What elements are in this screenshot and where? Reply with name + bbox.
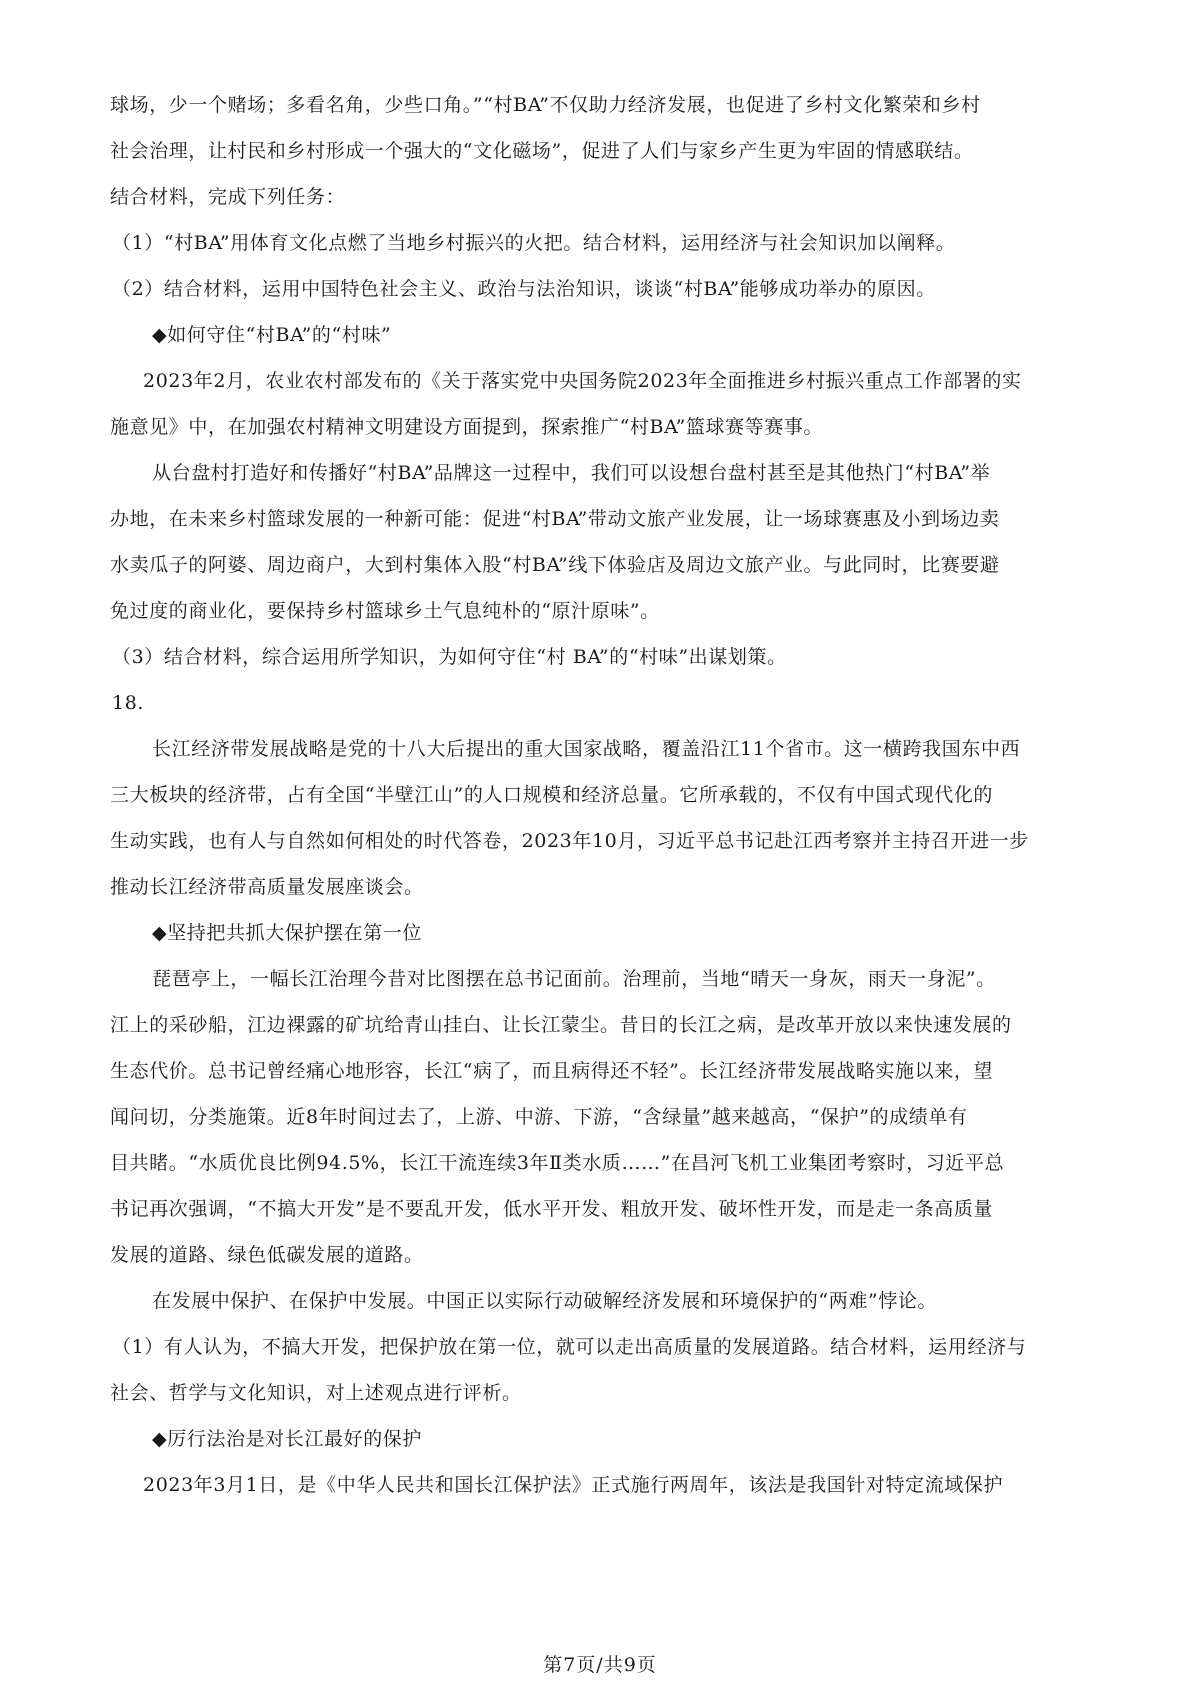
question-number: 18. bbox=[112, 692, 145, 714]
paragraph-line: 施意见》中，在加强农村精神文明建设方面提到，探索推广“村BA”篮球赛等赛事。 bbox=[110, 416, 824, 438]
paragraph-line: 结合材料，完成下列任务： bbox=[110, 186, 346, 208]
question-3: （3）结合材料，综合运用所学知识，为如何守住“村 BA”的“村味”出谋划策。 bbox=[112, 646, 787, 668]
paragraph-line: 2023年3月1日，是《中华人民共和国长江保护法》正式施行两周年，该法是我国针对特定流域保护 bbox=[143, 1474, 1004, 1496]
question-2: （2）结合材料，运用中国特色社会主义、政治与法治知识，谈谈“村BA”能够成功举办的原因。 bbox=[112, 278, 936, 300]
paragraph-line: 三大板块的经济带，占有全国“半壁江山”的人口规模和经济总量。它所承载的，不仅有中国式现代化的 bbox=[110, 784, 994, 806]
paragraph-line: 琵琶亭上，一幅长江治理今昔对比图摆在总书记面前。治理前，当地“晴天一身灰，雨天一身泥”。 bbox=[152, 968, 996, 990]
page-footer: 第7页/共9页 bbox=[543, 1654, 657, 1676]
paragraph-line: 从台盘村打造好和传播好“村BA”品牌这一过程中，我们可以设想台盘村甚至是其他热门“村BA”举 bbox=[152, 462, 991, 484]
paragraph-line: 社会治理，让村民和乡村形成一个强大的“文化磁场”，促进了人们与家乡产生更为牢固的情感联结。 bbox=[110, 140, 974, 162]
paragraph-line: 目共睹。“水质优良比例94.5%，长江干流连续3年Ⅱ类水质……”在昌河飞机工业集团考察时，习近平总 bbox=[110, 1152, 1005, 1174]
paragraph-line: 免过度的商业化，要保持乡村篮球乡土气息纯朴的“原汁原味”。 bbox=[110, 600, 660, 622]
paragraph-line: 社会、哲学与文化知识，对上述观点进行评析。 bbox=[110, 1382, 522, 1404]
question-1: （1）“村BA”用体育文化点燃了当地乡村振兴的火把。结合材料，运用经济与社会知识加以阐释。 bbox=[112, 232, 956, 254]
question-1: （1）有人认为，不搞大开发，把保护放在第一位，就可以走出高质量的发展道路。结合材料，运用经济与 bbox=[112, 1336, 1027, 1358]
paragraph-line: 在发展中保护、在保护中发展。中国正以实际行动破解经济发展和环境保护的“两难”悖论。 bbox=[152, 1290, 938, 1312]
section-heading: ◆坚持把共抓大保护摆在第一位 bbox=[152, 922, 423, 944]
paragraph-line: 生态代价。总书记曾经痛心地形容，长江“病了，而且病得还不轻”。长江经济带发展战略实施以来，望 bbox=[110, 1060, 994, 1082]
paragraph-line: 2023年2月，农业农村部发布的《关于落实党中央国务院2023年全面推进乡村振兴重点工作部署的实 bbox=[143, 370, 1022, 392]
paragraph-line: 闻问切，分类施策。近8年时间过去了，上游、中游、下游，“含绿量”越来越高，“保护”的成绩单有 bbox=[110, 1106, 968, 1128]
paragraph-line: 江上的采砂船，江边裸露的矿坑给青山挂白、让长江蒙尘。昔日的长江之病，是改革开放以来快速发展的 bbox=[110, 1014, 1012, 1036]
paragraph-line: 发展的道路、绿色低碳发展的道路。 bbox=[110, 1244, 424, 1266]
paragraph-line: 推动长江经济带高质量发展座谈会。 bbox=[110, 876, 424, 898]
section-heading: ◆厉行法治是对长江最好的保护 bbox=[152, 1428, 423, 1450]
section-heading: ◆如何守住“村BA”的“村味” bbox=[152, 324, 392, 346]
paragraph-line: 长江经济带发展战略是党的十八大后提出的重大国家战略，覆盖沿江11个省市。这一横跨我国东中西 bbox=[152, 738, 1021, 760]
paragraph-line: 球场，少一个赌场；多看名角，少些口角。”“村BA”不仅助力经济发展，也促进了乡村文化繁荣和乡村 bbox=[110, 94, 981, 116]
paragraph-line: 书记再次强调，“不搞大开发”是不要乱开发，低水平开发、粗放开发、破坏性开发，而是走一条高质量 bbox=[110, 1198, 994, 1220]
paragraph-line: 办地，在未来乡村篮球发展的一种新可能：促进“村BA”带动文旅产业发展，让一场球赛惠及小到场边卖 bbox=[110, 508, 1000, 530]
paragraph-line: 生动实践，也有人与自然如何相处的时代答卷，2023年10月，习近平总书记赴江西考察并主持召开进一步 bbox=[110, 830, 1029, 852]
paragraph-line: 水卖瓜子的阿婆、周边商户，大到村集体入股“村BA”线下体验店及周边文旅产业。与此同时，比赛要避 bbox=[110, 554, 1000, 576]
